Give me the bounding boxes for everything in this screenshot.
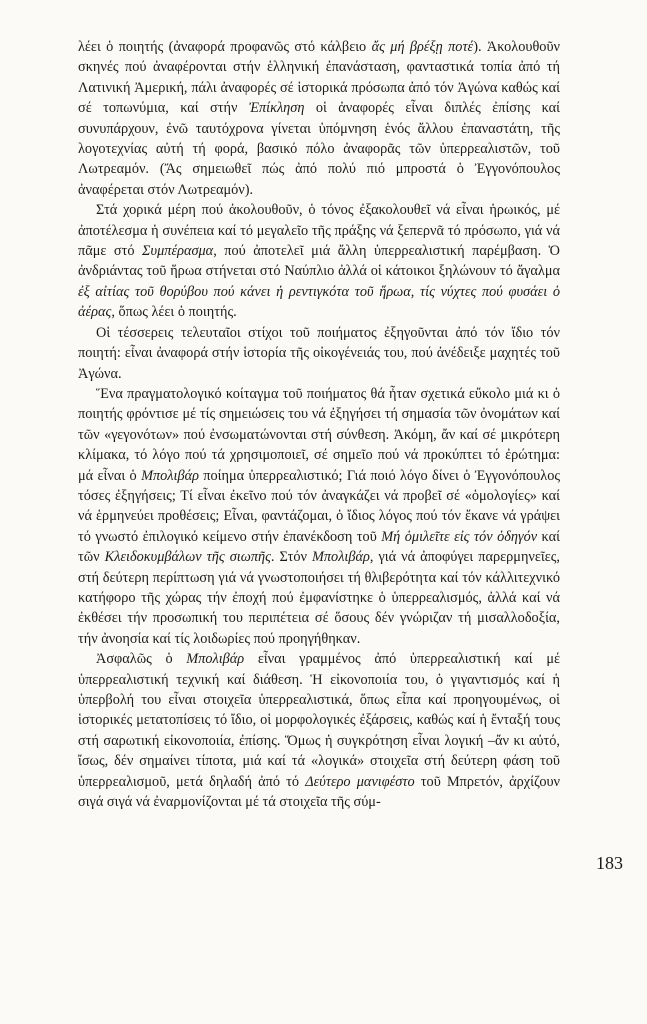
text-run: Ἕνα πραγματολογικό κοίταγμα τοῦ ποιήματος θά ἦταν σχετικά εὔκολο μιά κι ὁ ποιητής φρόντισε μέ τίς σημειώσεις του νά ἐξηγήσει τή σημασία τῶν ὀνομάτων καί τῶν «γεγονότων» πού ἐνσωματώνονται στή σύνθεση. Ἀκόμη, ἄν καί σέ μικρότερη κλίμακα, τό λόγο πού τά χρησιμοποιεῖ, σέ σημεῖο πού νά προκύπτει τό ἐρώτημα: μά εἶναι ὁ xyxy=(78,385,560,484)
paragraph-2 xyxy=(78,200,560,322)
italic-title: ἄς μή βρέξῃ ποτέ xyxy=(371,39,474,55)
text-run: ποίημα ὑπερρεαλιστικό; Γιά ποιό λόγο δίνει ὁ Ἐγγονόπουλος τόσες ἐξηγήσεις; Τί εἶναι ἐκεῖνο πού τόν ἀναγκάζει νά προβεῖ σέ «ὁμολογίες» καί νά ἑρμηνεύει προθέσεις; Εἶναι, φαντάζομαι, ὁ ἴδιος λόγος πού τόν ἔκανε νά γράψει τό γνωστό ἐπιλογικό κείμενο στήν ἐπανέκδοση τοῦ xyxy=(78,467,561,545)
italic-title: Δεύτερο μανιφέστο xyxy=(305,773,415,790)
page-number: 183 xyxy=(596,853,623,873)
text-run: , ὅπως λέει ὁ ποιητής. xyxy=(111,304,237,321)
text-run: , γιά νά ἀποφύγει παρερμηνεῖες, στή δεύτερη περίπτωση γιά νά γνωστοποιήσει τή θλιβερότητα καί τόν κάλλιτεχνικό κατήφορο τῆς χώρας τήν ἐποχή πού ἐμφανίστηκε ὁ ὑπερρεαλισμός, ἀλλά καί νά ἐκθέσει τήν προσωπική του περιπέτεια σέ ὅσους δέν γνώριζαν τή μισαλλοδοξία, τήν ἀνοησία καί τίς λοιδωρίες πού προηγήθηκαν. xyxy=(78,549,560,647)
text-run: τοῦ Μπρετόν, ἀρχίζουν σιγά σιγά νά ἐναρμονίζονται μέ τά στοιχεῖα τῆς σύμ- xyxy=(78,773,561,811)
text-run: εἶναι γραμμένος ἀπό ὑπερρεαλιστική καί μέ ὑπερρεαλιστική τεχνική καί διάθεση. Ἡ εἰκονοποιία του, ὁ γιγαντισμός καί ἡ ὑπερβολή του εἶναι στοιχεῖα ὑπερρεαλιστικά, ὅπως εἶπα καί προηγουμένως, οἱ ἱστορικές μετατοπίσεις τό ἴδιο, οἱ μορφολογικές ἐξάρσεις, καθώς καί ἡ ἔνταξή τους στή σαρωτική εἰκονοποιία, ἐπίσης. Ὅμως ἡ συγκρότηση εἶναι λογική –ἄν κι αὐτό, ἴσως, δέν σημαίνει τίποτα, μιά καί τά «λογικά» στοιχεῖα στή δεύτερη φάση τοῦ ὑπερρεαλισμοῦ, μετά δηλαδή ἀπό τό xyxy=(78,651,560,790)
italic-title: Μπολιβάρ xyxy=(186,651,245,668)
body-text xyxy=(78,37,560,812)
italic-title: Ἐπίκληση xyxy=(248,100,305,117)
italic-title: Μπολιβάρ xyxy=(311,549,370,566)
italic-title: Μή ὁμιλεῖτε εἰς τόν ὁδηγόν xyxy=(381,528,538,545)
italic-title: Κλειδοκυμβάλων τῆς σιωπῆς xyxy=(104,549,271,566)
text-run: οἱ ἀναφορές εἶναι διπλές ἐπίσης καί συνυπάρχουν, ἐνῶ ταυτόχρονα γίνεται ὑπόμνηση ἑνός ἄλλου ἐπαναστάτη, τῆς λογοτεχνίας αὐτή τή φορά, βασικό πόλο ἀναφορᾶς τῶν ὑπερρεαλιστῶν, τοῦ Λωτρεαμόν. (Ἄς σημειωθεῖ πώς ἀπό πολύ πιό μπροστά ὁ Ἐγγονόπουλος ἀναφέρεται στόν Λωτρεαμόν). xyxy=(78,100,560,198)
paragraph-1 xyxy=(78,37,560,200)
italic-title: Συμπέρασμα xyxy=(142,243,214,260)
italic-title: Μπολιβάρ xyxy=(141,467,199,484)
text-run: , πού ἀποτελεῖ μιά ἄλλη ὑπερρεαλιστική παρέμβαση. Ὁ ἀνδριάντας τοῦ ἥρωα στήνεται στό Ναύπλιο ἀλλά οἱ κάτοικοι ξηλώνουν τό ἄγαλμα xyxy=(78,243,560,280)
text-run: Στά χορικά μέρη πού ἀκολουθοῦν, ὁ τόνος ἐξακολουθεῖ νά εἶναι ἡρωικός, μέ ἀποτέλεσμα ἡ συνέπεια καί τό μεγαλεῖο τῆς πράξης νά ξεπερνᾶ τό πρόσωπο, γιά νά πᾶμε στό xyxy=(78,202,560,260)
italic-title: ἐξ αἰτίας τοῦ θορύβου πού κάνει ἡ ρεντιγκότα τοῦ ἥρωα, τίς νύχτες πού φυσάει ὁ ἀέρας xyxy=(78,283,560,321)
text-run: ). Ἀκολουθοῦν σκηνές πού ἀναφέρονται στήν ἑλληνική ἐπανάσταση, φανταστικά τοπία ἀπό τή Λατινική Ἀμερική, πάλι ἀναφορές σέ ἱστορικά πρόσωπα ἀπό τόν Ἀγώνα καθώς καί σέ τοπωνύμια, καί στήν xyxy=(78,39,560,117)
text-run: καί τῶν xyxy=(78,528,560,566)
text-run: Οἱ τέσσερεις τελευταῖοι στίχοι τοῦ ποιήματος ἐξηγοῦνται ἀπό τόν ἴδιο τόν ποιητή: εἶναι ἀναφορά στήν ἱστορία τῆς οἰκογένειάς του, πού ἀνέδειξε μαχητές τοῦ Ἀγώνα. xyxy=(78,324,560,382)
paragraph-5 xyxy=(78,649,560,812)
text-run: λέει ὁ ποιητής (ἀναφορά προφανῶς στό κάλβειο xyxy=(78,39,372,55)
text-run: Ἀσφαλῶς ὁ xyxy=(96,651,187,668)
text-run: . Στόν xyxy=(270,549,312,566)
paragraph-3 xyxy=(78,323,560,384)
paragraph-4 xyxy=(78,384,560,649)
